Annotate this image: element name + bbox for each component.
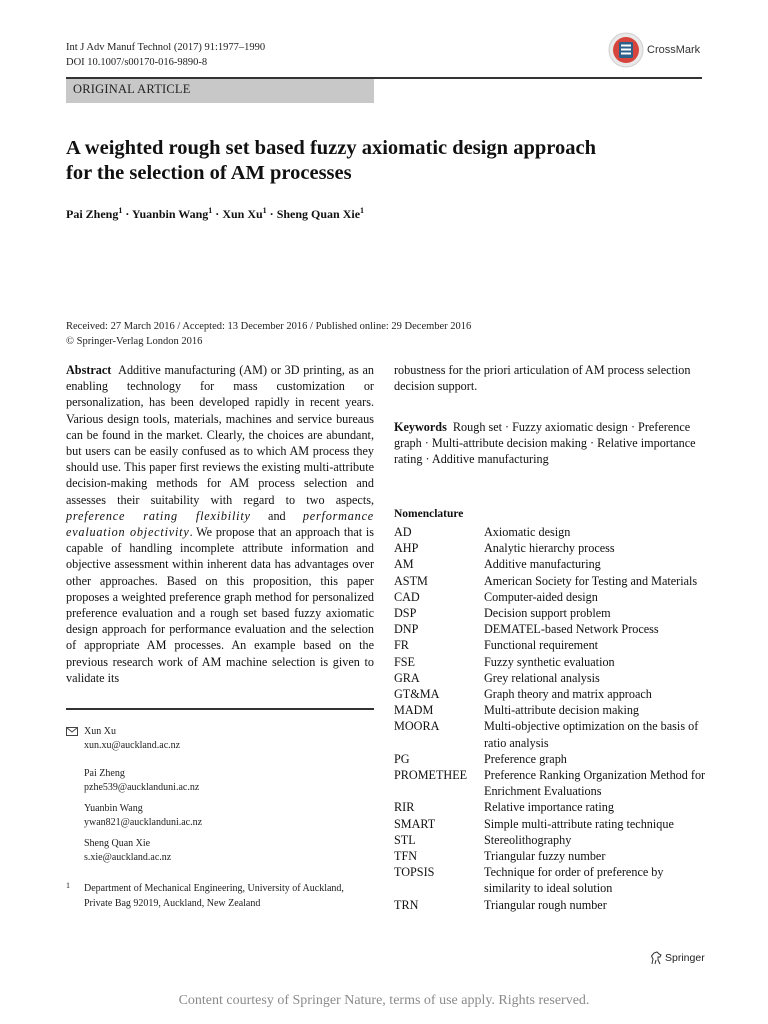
affiliation-marker: 1 (66, 881, 70, 890)
nomenclature-row (394, 573, 706, 589)
contact-name: Xun Xu (84, 726, 116, 737)
paper-title (66, 136, 686, 186)
nomenclature-abbreviation: AD (394, 525, 412, 539)
nomenclature-definition: Preference graph (484, 751, 567, 766)
nomenclature-definition: Computer-aided design (484, 589, 598, 604)
nomenclature-row (394, 556, 706, 572)
abstract-text-part2: . We propose that an approach that is capable of handling incomplete attribute information and objective assessment within inherent data has advantages over other approaches. Based on this proposition, this paper proposes a weighted preference graph method for personalized preference evaluation and a rough set based fuzzy axiomatic design approach for performance evaluation and the selection of appropriate AM processes. An example based on the previous research work of AM machine selection is given to validate its (66, 525, 374, 685)
nomenclature-definition: Additive manufacturing (484, 557, 601, 572)
journal-line: Int J Adv Manuf Technol (2017) 91:1977–1990 (66, 42, 266, 53)
abstract-label: Abstract (66, 363, 112, 377)
author-affil-sup: 1 (360, 206, 365, 215)
affiliation-line-1: Department of Mechanical Engineering, University of Auckland, (84, 883, 344, 894)
nomenclature-definition: Preference Ranking Organization Method for Enrichment Evaluations (484, 768, 706, 799)
contact-entry (84, 802, 202, 830)
nomenclature-abbreviation: SMART (394, 816, 436, 831)
nomenclature-abbreviation: TOPSIS (394, 865, 435, 880)
nomenclature-abbreviation: FR (394, 638, 409, 653)
nomenclature-row (394, 799, 706, 815)
nomenclature-definition: Decision support problem (484, 606, 611, 621)
abstract-emphasis-2: performance evaluation objectivity (66, 508, 374, 540)
nomenclature-abbreviation: GRA (394, 670, 420, 685)
abstract-continuation: robustness for the priori articulation of AM process selection decision support. (394, 363, 691, 394)
nomenclature-abbreviation: PG (394, 751, 410, 766)
nomenclature-row (394, 621, 706, 637)
contact-entry (84, 837, 171, 865)
nomenclature-definition: Grey relational analysis (484, 670, 600, 685)
crossmark-icon (608, 32, 644, 68)
nomenclature-abbreviation: DSP (394, 606, 417, 621)
publication-dates (66, 320, 471, 349)
nomenclature-row (394, 702, 706, 718)
dates-line: Received: 27 March 2016 / Accepted: 13 December 2016 / Published online: 29 December 2016 (66, 321, 472, 332)
author-name[interactable]: Sheng Quan Xie (276, 207, 361, 221)
nomenclature-definition: Simple multi-attribute rating technique (484, 816, 674, 831)
nomenclature-row (394, 524, 706, 540)
contact-email[interactable]: pzhe539@aucklanduni.ac.nz (84, 782, 200, 793)
abstract-and: and (250, 508, 303, 523)
author-name[interactable]: Yuanbin Wang (131, 207, 209, 221)
nomenclature-row (394, 637, 706, 653)
nomenclature-definition: Analytic hierarchy process (484, 541, 615, 556)
nomenclature-definition: Graph theory and matrix approach (484, 687, 652, 702)
envelope-icon (66, 727, 78, 736)
nomenclature-row (394, 897, 706, 913)
author-affil-sup: 1 (118, 206, 123, 215)
author-separator: · (212, 207, 223, 221)
nomenclature-row (394, 767, 706, 799)
nomenclature-row (394, 686, 706, 702)
publisher-logo (650, 951, 705, 965)
contact-email[interactable]: xun.xu@auckland.ac.nz (84, 740, 181, 751)
author-affil-sup: 1 (208, 206, 213, 215)
affiliation-line-2: Private Bag 92019, Auckland, New Zealand (84, 897, 261, 909)
nomenclature-row (394, 589, 706, 605)
springer-horse-icon (650, 951, 662, 965)
nomenclature-row (394, 751, 706, 767)
nomenclature-heading: Nomenclature (394, 508, 464, 520)
footnote-divider (66, 708, 374, 710)
nomenclature-abbreviation: ASTM (394, 573, 428, 588)
nomenclature-abbreviation: AM (394, 557, 414, 572)
nomenclature-abbreviation: GT&MA (394, 687, 440, 702)
nomenclature-abbreviation: TFN (394, 849, 418, 864)
nomenclature-definition: Triangular rough number (484, 897, 607, 912)
author-separator: · (122, 207, 132, 221)
abstract (66, 362, 374, 686)
contact-entry (84, 725, 180, 753)
nomenclature-row (394, 654, 706, 670)
nomenclature-abbreviation: TRN (394, 897, 419, 912)
nomenclature-abbreviation: STL (394, 832, 416, 847)
contact-email[interactable]: s.xie@auckland.ac.nz (84, 852, 172, 863)
nomenclature-definition: Functional requirement (484, 638, 599, 653)
contact-email[interactable]: ywan821@aucklanduni.ac.nz (84, 817, 203, 828)
title-line-2: for the selection of AM processes (66, 162, 352, 184)
copyright-line: © Springer-Verlag London 2016 (66, 335, 203, 347)
keywords-label: Keywords (394, 420, 447, 434)
nomenclature-definition: Fuzzy synthetic evaluation (484, 654, 615, 669)
courtesy-notice: Content courtesy of Springer Nature, terms of use apply. Rights reserved. (178, 993, 590, 1008)
nomenclature-row (394, 832, 706, 848)
nomenclature-list (394, 524, 706, 913)
nomenclature-definition: Triangular fuzzy number (484, 849, 606, 864)
doi-line[interactable]: DOI 10.1007/s00170-016-9890-8 (66, 57, 208, 68)
nomenclature-row (394, 848, 706, 864)
author-name[interactable]: Pai Zheng (66, 207, 119, 221)
author-list (66, 206, 364, 222)
nomenclature-row (394, 605, 706, 621)
contact-name: Yuanbin Wang (84, 803, 143, 814)
author-separator: · (266, 207, 277, 221)
contact-entry (84, 767, 199, 795)
nomenclature-row (394, 540, 706, 556)
contact-name: Sheng Quan Xie (84, 838, 151, 849)
nomenclature-abbreviation: FSE (394, 654, 416, 669)
publisher-name: Springer (665, 952, 705, 964)
abstract-emphasis-1: preference rating flexibility (66, 508, 251, 523)
title-line-1: A weighted rough set based fuzzy axiomatic design approach (66, 137, 596, 159)
article-type-banner: ORIGINAL ARTICLE (66, 79, 374, 103)
journal-citation (66, 40, 265, 70)
nomenclature-definition: Axiomatic design (484, 525, 571, 539)
nomenclature-abbreviation: DNP (394, 622, 419, 637)
nomenclature-row (394, 670, 706, 686)
author-name[interactable]: Xun Xu (222, 207, 263, 221)
nomenclature-definition: Multi-attribute decision making (484, 703, 640, 718)
nomenclature-row (394, 864, 706, 896)
nomenclature-abbreviation: CAD (394, 589, 420, 604)
contact-name: Pai Zheng (84, 768, 125, 779)
nomenclature-definition: American Society for Testing and Materials (484, 573, 698, 588)
nomenclature-definition: DEMATEL-based Network Process (484, 622, 659, 637)
nomenclature-abbreviation: MOORA (394, 719, 440, 734)
nomenclature-row (394, 816, 706, 832)
keywords-text: Rough set · Fuzzy axiomatic design · Preference graph · Multi-attribute decision making · Relative importance rating · Additive manufacturing (394, 420, 696, 467)
author-affil-sup: 1 (262, 206, 267, 215)
affiliation (84, 882, 374, 911)
nomenclature-definition: Stereolithography (484, 832, 572, 847)
keywords (394, 419, 702, 468)
crossmark-label: CrossMark (647, 44, 701, 56)
nomenclature-abbreviation: AHP (394, 541, 419, 556)
nomenclature-abbreviation: MADM (394, 703, 434, 718)
nomenclature-row (394, 718, 706, 750)
nomenclature-definition: Relative importance rating (484, 800, 614, 815)
nomenclature-abbreviation: PROMETHEE (394, 768, 468, 783)
nomenclature-definition: Technique for order of preference by similarity to ideal solution (484, 865, 664, 896)
abstract-text-part1: Additive manufacturing (AM) or 3D printing, as an enabling technology for mass customization or personalization, has been developed rapidly in recent years. Various design tools, materials, machines and service bureaus can be found in the market. Clearly, the choices are abundant, but users can be easily confused as to which AM process they should use. This paper first reviews the existing multi-attribute decision-making methods for AM process selection and assesses their suitability with regard to two aspects, (66, 363, 374, 507)
nomenclature-abbreviation: RIR (394, 800, 415, 815)
nomenclature-definition: Multi-objective optimization on the basis of ratio analysis (484, 719, 699, 750)
crossmark-badge[interactable] (608, 30, 708, 70)
